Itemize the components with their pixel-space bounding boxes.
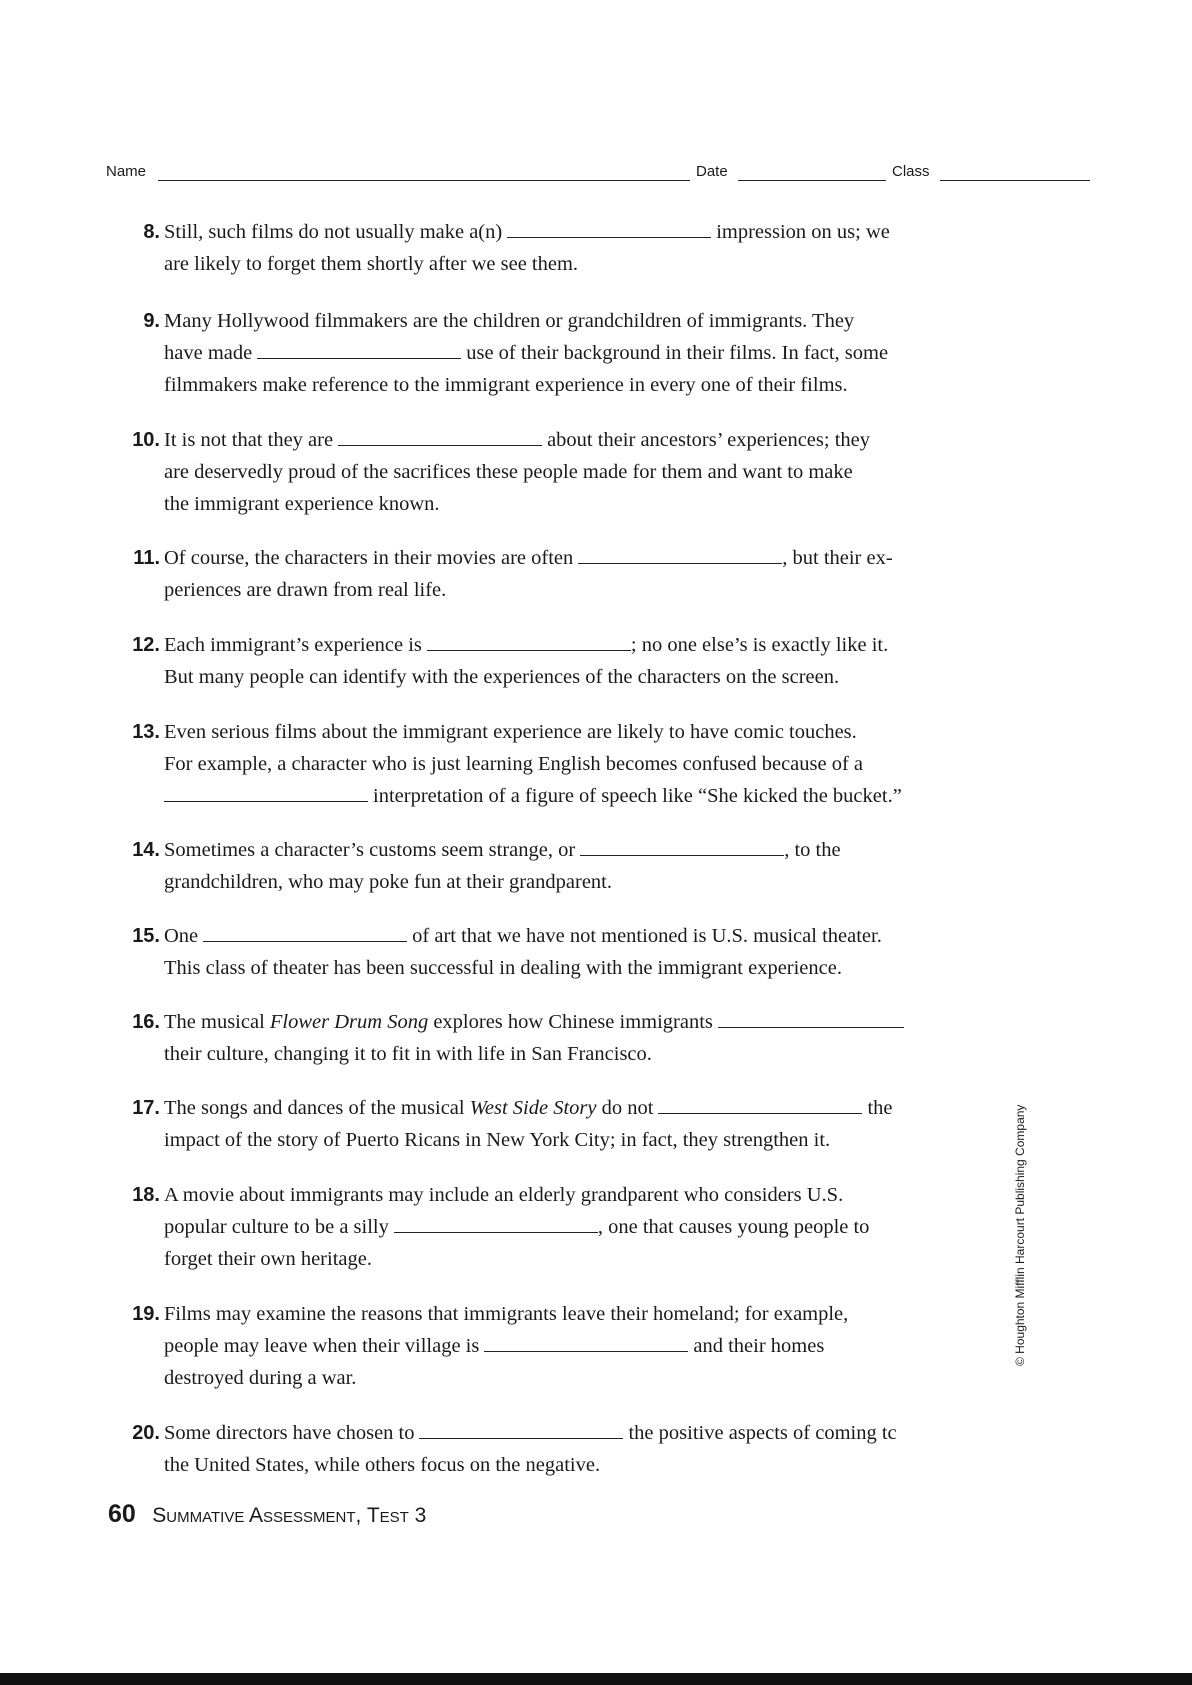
- question-text: The songs and dances of the musical: [164, 1097, 465, 1119]
- question-text: It is not that they are: [164, 429, 334, 451]
- answer-blank[interactable]: [427, 650, 631, 651]
- question-text: For example, a character who is just learning English becomes confused because of a: [164, 753, 864, 775]
- answer-blank[interactable]: [257, 358, 461, 359]
- question-text: , one that causes young people to: [597, 1216, 870, 1238]
- question-number: 14.: [132, 839, 160, 861]
- musical-title: Flower Drum Song: [269, 1011, 429, 1033]
- question-text: Some directors have chosen to: [164, 1422, 415, 1444]
- answer-blank[interactable]: [578, 563, 782, 564]
- question-number: 13.: [132, 721, 160, 743]
- question-text: destroyed during a war.: [164, 1367, 357, 1389]
- question-text: The musical: [164, 1011, 265, 1033]
- footer-title: Summative Assessment, Test 3: [152, 1504, 427, 1527]
- question-text: about their ancestors’ experiences; they: [547, 429, 871, 451]
- answer-blank[interactable]: [164, 801, 368, 802]
- question-text: This class of theater has been successful in dealing with the immigrant experience.: [164, 957, 842, 979]
- question-text: popular culture to be a silly: [164, 1216, 389, 1238]
- question-text: explores how Chinese immigrants: [433, 1011, 713, 1033]
- question-text: , but their ex-: [782, 547, 893, 569]
- question-number: 9.: [143, 310, 160, 332]
- question-number: 12.: [132, 634, 160, 656]
- question-text: A movie about immigrants may include an elderly grandparent who considers U.S.: [164, 1184, 844, 1206]
- answer-blank[interactable]: [658, 1113, 862, 1114]
- question-text: One: [164, 925, 199, 947]
- page-footer: [108, 1500, 426, 1540]
- question-text: Many Hollywood filmmakers are the children or grandchildren of immigrants. They: [164, 310, 855, 332]
- answer-blank[interactable]: [338, 445, 542, 446]
- musical-title: West Side Story: [469, 1097, 597, 1119]
- answer-blank[interactable]: [718, 1027, 904, 1028]
- question-number: 17.: [132, 1097, 160, 1119]
- date-label: Date: [696, 163, 728, 180]
- answer-blank[interactable]: [203, 941, 407, 942]
- question-text: have made: [164, 342, 253, 364]
- copyright-notice: © Houghton Mifflin Harcourt Publishing Company: [1013, 1104, 1027, 1366]
- question-text: the: [867, 1097, 893, 1119]
- answer-blank[interactable]: [484, 1351, 688, 1352]
- question-text: periences are drawn from real life.: [164, 579, 447, 601]
- question-number: 19.: [132, 1303, 160, 1325]
- question-text: Films may examine the reasons that immigrants leave their homeland; for example,: [164, 1303, 849, 1325]
- question-text: Still, such films do not usually make a(n): [164, 221, 503, 243]
- question-text: interpretation of a figure of speech like “She kicked the bucket.”: [373, 785, 902, 807]
- question-text: Sometimes a character’s customs seem strange, or: [164, 839, 576, 861]
- question-text: the United States, while others focus on the negative.: [164, 1454, 601, 1476]
- question-text: Even serious films about the immigrant experience are likely to have comic touches.: [164, 721, 857, 743]
- question-text: , to the: [784, 839, 841, 861]
- answer-blank[interactable]: [419, 1438, 623, 1439]
- question-text: Of course, the characters in their movies are often: [164, 547, 574, 569]
- question-number: 11.: [133, 547, 160, 569]
- question-text: But many people can identify with the experiences of the characters on the screen.: [164, 666, 840, 688]
- question-number: 20.: [132, 1422, 160, 1444]
- question-number: 15.: [132, 925, 160, 947]
- student-info-header: [106, 159, 986, 185]
- date-field[interactable]: [738, 180, 886, 181]
- page-number: 60: [108, 1500, 136, 1528]
- question-number: 18.: [132, 1184, 160, 1206]
- question-text: the immigrant experience known.: [164, 493, 440, 515]
- question-text: forget their own heritage.: [164, 1248, 372, 1270]
- question-text: are deservedly proud of the sacrifices these people made for them and want to make: [164, 461, 853, 483]
- question-text: people may leave when their village is: [164, 1335, 480, 1357]
- scan-edge-bar: [0, 1673, 1192, 1685]
- class-label: Class: [892, 163, 930, 180]
- question-text: the positive aspects of coming tc: [628, 1422, 897, 1444]
- question-text: impression on us; we: [716, 221, 890, 243]
- question-text: grandchildren, who may poke fun at their grandparent.: [164, 871, 612, 893]
- answer-blank[interactable]: [507, 237, 711, 238]
- class-field[interactable]: [940, 180, 1090, 181]
- answer-blank[interactable]: [394, 1232, 598, 1233]
- name-field[interactable]: [158, 180, 690, 181]
- question-text: are likely to forget them shortly after we see them.: [164, 253, 579, 275]
- question-text: ; no one else’s is exactly like it.: [630, 634, 889, 656]
- question-text: and their homes: [693, 1335, 825, 1357]
- question-text: impact of the story of Puerto Ricans in New York City; in fact, they strengthen it.: [164, 1129, 831, 1151]
- question-text: Each immigrant’s experience is: [164, 634, 422, 656]
- question-text: their culture, changing it to fit in with life in San Francisco.: [164, 1043, 652, 1065]
- question-number: 8.: [143, 221, 160, 243]
- name-label: Name: [106, 163, 147, 180]
- question-number: 10.: [132, 429, 160, 451]
- question-number: 16.: [132, 1011, 160, 1033]
- question-text: do not: [601, 1097, 654, 1119]
- question-text: filmmakers make reference to the immigrant experience in every one of their films.: [164, 374, 848, 396]
- question-text: use of their background in their films. In fact, some: [466, 342, 889, 364]
- answer-blank[interactable]: [580, 855, 784, 856]
- question-text: of art that we have not mentioned is U.S. musical theater.: [412, 925, 882, 947]
